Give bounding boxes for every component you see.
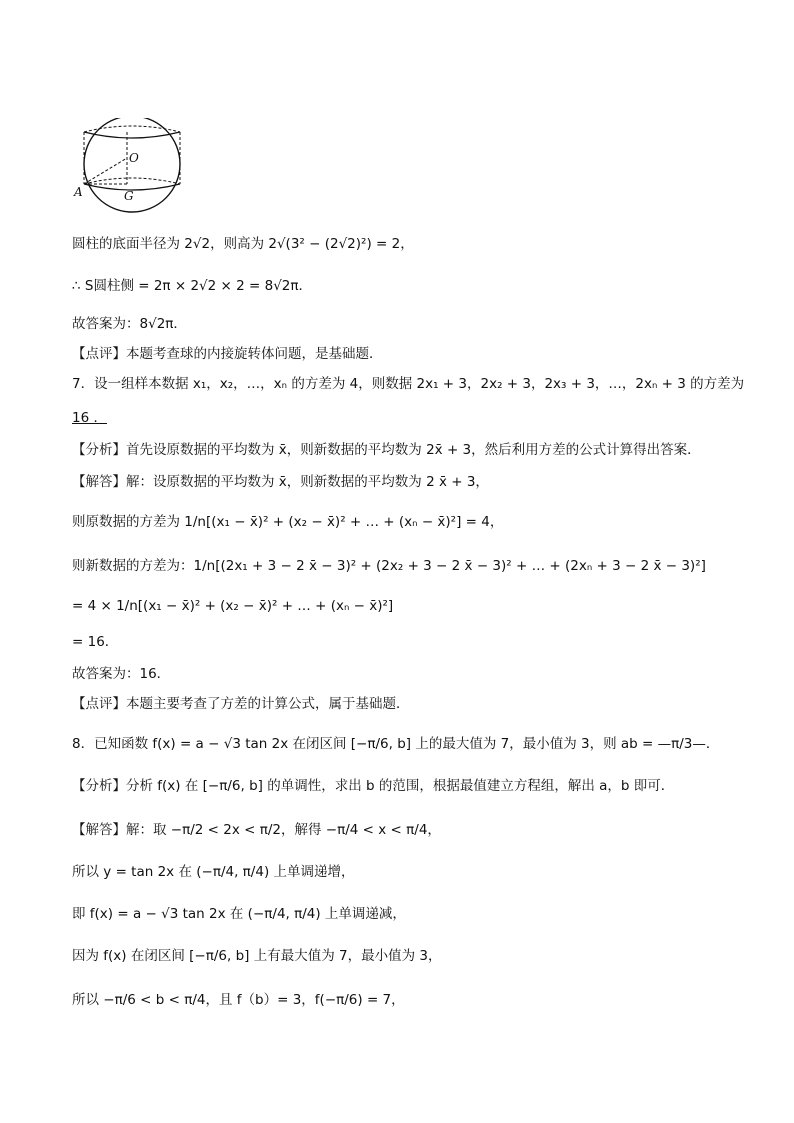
text-line: ∴ S圆柱侧 = 2π × 2√2 × 2 = 8√2π． [72, 278, 313, 294]
text-line: 因为 f(x) 在闭区间 [−π/6, b] 上有最大值为 7，最小值为 3， [72, 948, 442, 964]
label-g: G [124, 189, 134, 203]
cylinder-bottom-back [84, 178, 180, 184]
text-line: 【解答】解：设原数据的平均数为 x̄，则新数据的平均数为 2 x̄ + 3， [72, 474, 489, 490]
text-line: 所以 y = tan 2x 在 (−π/4, π/4) 上单调递增， [72, 864, 355, 880]
sphere-cylinder-figure [72, 118, 184, 214]
question-7: 7．设一组样本数据 x₁，x₂，…，xₙ 的方差为 4，则数据 2x₁ + 3，2x₂ + 3，2x₃ + 3，…，2xₙ + 3 的方差为 [72, 376, 745, 392]
text-line: = 4 × 1/n[(x₁ − x̄)² + (x₂ − x̄)² + … + (xₙ − x̄)²] [72, 598, 394, 614]
text-line: 【点评】本题主要考查了方差的计算公式，属于基础题． [72, 696, 410, 712]
cylinder-top-front [84, 132, 180, 138]
text-line: 故答案为：16． [72, 666, 171, 682]
label-o: O [129, 151, 139, 165]
text-line: 【分析】分析 f(x) 在 [−π/6, b] 的单调性，求出 b 的范围，根据最值建立方程组，解出 a，b 即可． [72, 778, 675, 794]
text-line: 即 f(x) = a − √3 tan 2x 在 (−π/4, π/4) 上单调递减， [72, 906, 406, 922]
text-line: 则新数据的方差为：1/n[(2x₁ + 3 − 2 x̄ − 3)² + (2x₂ + 3 − 2 x̄ − 3)² + … + (2xₙ + 3 − 2 x̄ − 3)²] [72, 558, 706, 574]
text-line: 故答案为：8√2π． [72, 316, 187, 332]
text-line: 圆柱的底面半径为 2√2，则高为 2√(3² − (2√2)²) = 2， [72, 236, 414, 252]
text-line: 所以 −π/6 < b < π/4，且 f（b）= 3，f(−π/6) = 7， [72, 992, 405, 1008]
question-8: 8．已知函数 f(x) = a − √3 tan 2x 在闭区间 [−π/6, b] 上的最大值为 7，最小值为 3，则 ab = —π/3—． [72, 736, 720, 752]
text-line: = 16． [72, 634, 119, 650]
text-line: 【解答】解：取 −π/2 < 2x < π/2，解得 −π/4 < x < π/4， [72, 822, 441, 838]
text-line: 则原数据的方差为 1/n[(x₁ − x̄)² + (x₂ − x̄)² + … + (xₙ − x̄)²] = 4， [72, 514, 504, 530]
label-a: A [74, 185, 83, 199]
text-line: 【分析】首先设原数据的平均数为 x̄，则新数据的平均数为 2x̄ + 3，然后利用方差的公式计算得出答案． [72, 442, 701, 458]
text-line: 【点评】本题考查球的内接旋转体问题，是基础题． [72, 346, 383, 362]
answer-7: 16 ． [72, 410, 107, 426]
